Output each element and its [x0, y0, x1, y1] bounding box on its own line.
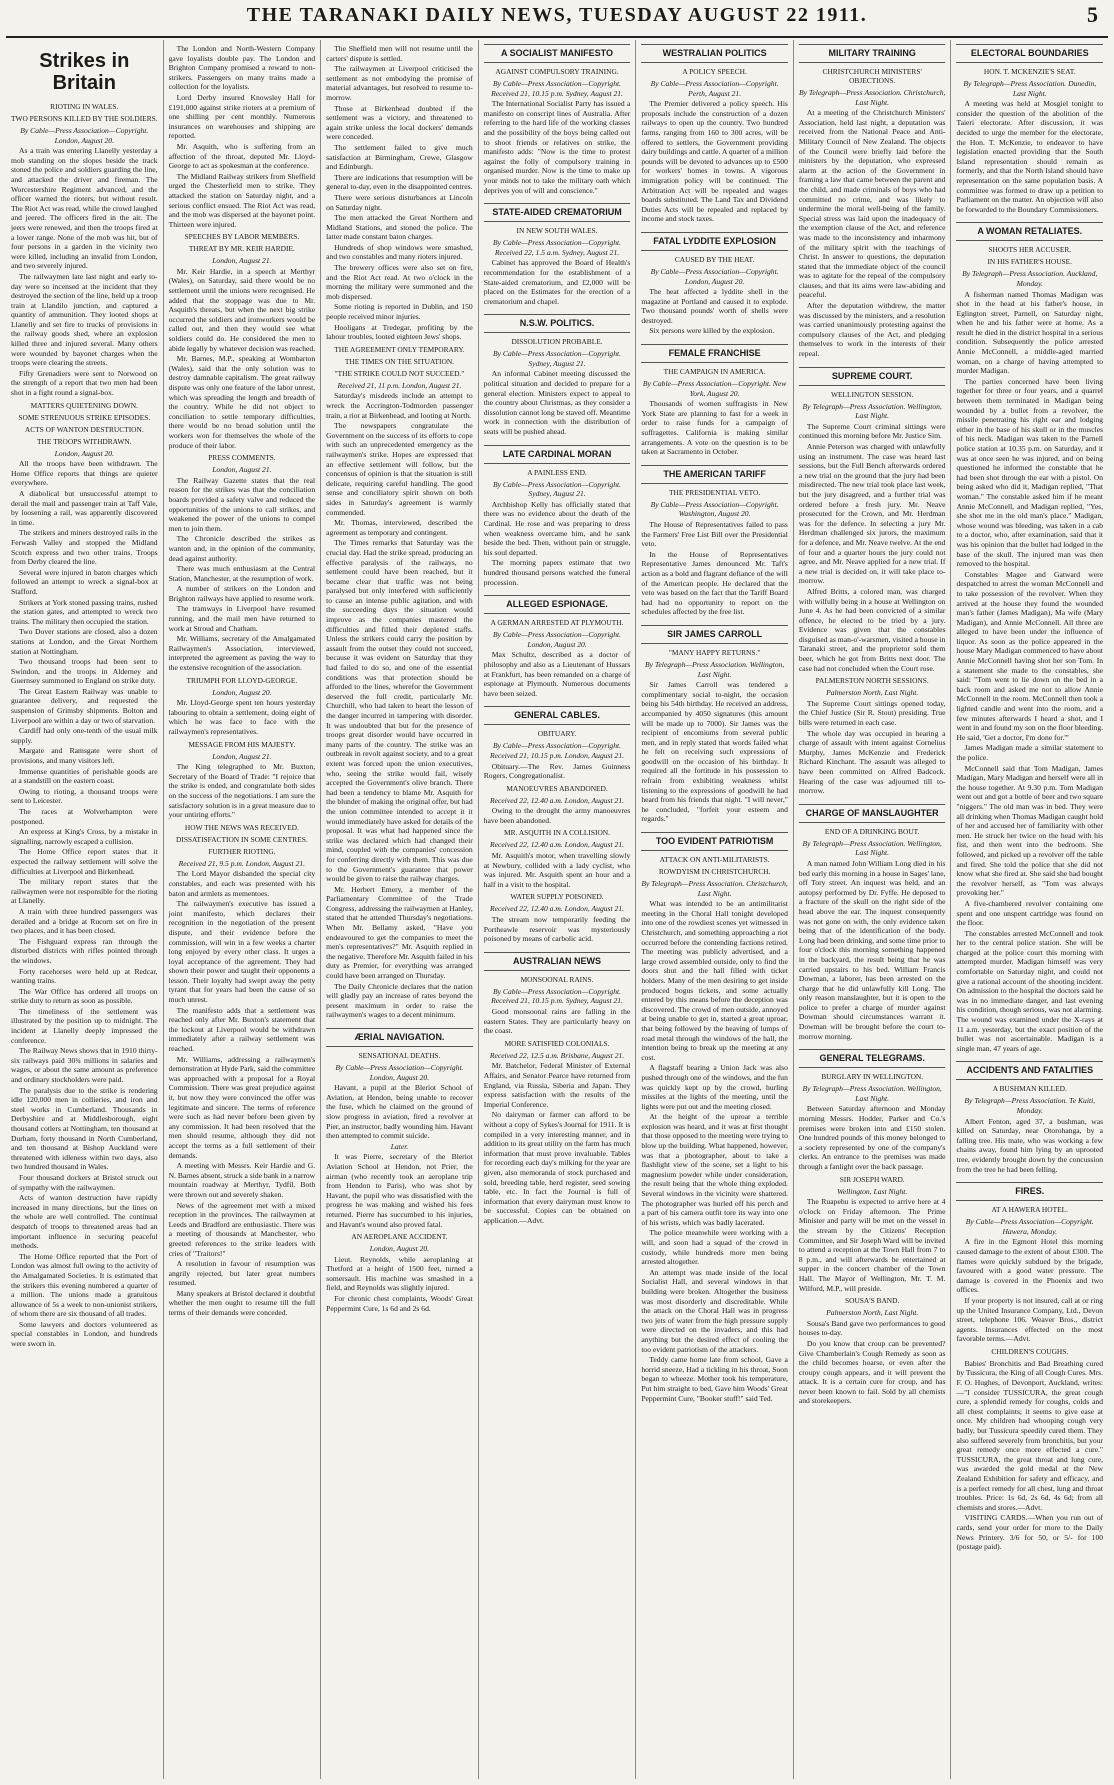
subheading: OBITUARY. [537, 729, 577, 739]
paragraph: VISITING CARDS.—When you run out of cards, send your order for more to the Daily News Printery. 3/6 for 50, or 5/- for 100 (postage paid). [956, 1513, 1104, 1552]
dateline: By Telegraph—Press Association. Te Kuiti, Monday. [964, 1096, 1096, 1115]
dateline: By Cable—Press Association—Copyright. Perth, August 21. [650, 79, 779, 98]
section-heading: CHARGE OF MANSLAUGHTER [799, 804, 946, 823]
paragraph: Fifty Grenadiers were sent to Norwood on the strength of a report that two men had been shot in a fight round a signal-box. [11, 368, 158, 398]
paragraph: Archbishop Kelly has officially stated that there was no evidence about the death of the Cardinal. He rose and was preparing to dress when weakness overcame him, and he sank beside the bed. Then, without pain or struggle, his soul departed. [483, 499, 631, 557]
section-heading: GENERAL TELEGRAMS. [799, 1049, 946, 1068]
column-6 [793, 40, 951, 1779]
paragraph: A fire in the Egmont Hotel this morning caused damage to the extent of about £300. The flames were quickly subdued by the brigade, favoured with a good water pressure. The damage is covered in the Phoenix and two offices. [956, 1237, 1104, 1295]
subheading: AN AEROPLANE ACCIDENT. [351, 1232, 448, 1242]
dateline: By Cable—Press Association—Copyright. London, August 20. [650, 266, 779, 286]
paragraph: Sousa's Band gave two performances to good houses to-day. [798, 1318, 946, 1338]
paragraph: No dairyman or farmer can afford to be without a copy of Sykes's Journal for 1911. It is compiled in a very interesting manner, and in addition to its great utility on the farm has much information that must prove invaluable. Tables for recording each day's milking for the year are given, also memoranda of stock purchased and sold, breeding table, herd register, seed sowing table, etc. In fact the Journal is full of information that every dairyman must know to be successful. Copies can be obtained on application.—Advt. [483, 1110, 631, 1225]
paragraph: The parties concerned have been living together for three or four years, and a quarrel between them terminated in Madigan being wounded by a bullet from a revolver, the missile penetrating his right ear and lodging either in the base of his skull or in the muscles of his neck. Madigan was taken to the Parnell police station at 10.35 p.m. on Saturday, and it was at once seen he was injured, and on being questioned he informed the constable that he had been shot through the ear with a pistol. On being asked who did it, Madigan replied, "That woman." The constable asked him if he meant Annie McConnell, and Madigan replied, "Yes, she shot me in the old man's place." Madigan, whose wound was bleeding, was taken in a cab to a doctor, who, after examination, said that it was his opinion that the bullet had lodged in the base of the skull. The injured man was then removed to the hospital. [956, 376, 1104, 569]
paragraph: The stream now temporarily feeding the Portheawle reservoir was mysteriously poisoned by means of carbolic acid. [483, 915, 631, 944]
dateline: By Cable—Press Association—Copyright. Sydney, August 21. [493, 349, 622, 368]
subheading: SOME STRENUOUS STRIKE EPISODES. [18, 412, 151, 422]
paragraph: Six persons were killed by the explosion. [649, 326, 775, 336]
dateline: By Cable—Press Association—Copyright. New York, August 20. [642, 379, 787, 398]
subheading: IN NEW SOUTH WALES. [516, 226, 598, 236]
main-headline: Strikes in Britain [39, 50, 130, 94]
paragraph: There are indications that resumption will be general to-day, even in the disappointed centres. [326, 172, 473, 192]
paragraph: The Great Eastern Railway was unable to guarantee delivery, and requested the suspension of Grimsby shipments. Bolton and Liverpool are within a day or two of starvation. [11, 686, 158, 725]
dateline: By Telegraph—Press Association. Christchurch, Last Night. [798, 88, 946, 107]
paragraph: The timeliness of the settlement was illustrated by the position up to midnight. The incident at Llanelly deeply impressed the conference. [11, 1006, 158, 1045]
paragraph: Havant, a pupil at the Bleriot School of Aviation, at Hendon, being unable to recover the fuse, which he claimed on the ground of slow progress in aviation, fired a revolver at Pier, an instructor, badly wounding him. Havant then attempted to commit suicide. [326, 1083, 473, 1141]
section-heading: N.S.W. POLITICS. [484, 314, 631, 333]
subheading: MR. ASQUITH IN A COLLISION. [504, 828, 610, 838]
paragraph: Four thousand dockers at Bristol struck out of sympathy with the railwaymen. [11, 1172, 158, 1192]
paragraph: James Madigan made a similar statement to the police. [956, 743, 1104, 762]
paragraph: It was Pierre, secretary of the Bleriot Aviation School at Hendon, not Prier, the airman (who recently took an aeroplane trip from Hendon to Paris), who was shot by Havant, the pupil who was dissatisfied with the progress he was making and wished his fees returned. Pierre has succumbed to his injuries, and Havant's wound also proved fatal. [326, 1152, 473, 1229]
paragraph: Cardiff had only one-tenth of the usual milk supply. [11, 726, 158, 745]
paragraph: The Home Office report states that it expected the railway settlement will solve the difficulties at Liverpool and Birkenhead. [11, 847, 158, 876]
subheading: FURTHER RIOTING. [208, 846, 276, 856]
paragraph: A diabolical but unsuccessful attempt to derail the mail and passenger train at Taff Vale, by loosening a rail, was apparently discovered in time. [11, 489, 158, 527]
paragraph: All the troops have been withdrawn. The Home Office reports that things are quieter everywhere. [11, 459, 158, 488]
subheading: DISSATISFACTION IN SOME CENTRES. [176, 834, 308, 844]
subheading: AGAINST COMPULSORY TRAINING. [495, 67, 619, 76]
dateline: London, August 21. [212, 751, 272, 761]
section-heading: AUSTRALIAN NEWS [484, 952, 631, 971]
dateline: By Cable—Press Association—Copyright. Hawera, Monday. [965, 1217, 1094, 1236]
dateline: Received 22, 12.5 a.m. Brisbane, August 21. [489, 1050, 625, 1060]
paragraph: Owing to rioting, a thousand troops were sent to Leicester. [11, 786, 158, 806]
paragraph: A man named John William Long died in his bed early this morning in a house in Sages' lane, off Tory street. An inquest was held, and an autopsy performed by Dr. Fyffe. He deposed to a fracture of the skull on the right side of the head above the ear. The inquest consequently was not gone on with, the only evidence taken being that of the identification of the body. Long had been drinking, and some time prior to four o'clock this morning something happened in the backyard, the result being that he was carried upstairs to his bed. William Francis Dowman, a laborer, has been arrested on the charge that he did unlawfully kill Long. The only reason manslaughter, but it is open to the police to prefer a charge of murder against Dowman should circumstances warrant it. Dowman will be brought before the court to-morrow morning. [798, 858, 946, 1041]
column-4 [478, 40, 636, 1779]
paragraph: The Midland Railway strikers from Sheffield urged the Chesterfield men to strike. They attacked the station on Saturday night, and a serious conflict ensued. The Riot Act was read, and the mob was dispersed at the bayonet point. Thirteen were injured. [168, 171, 316, 229]
dateline: London, August 20. [369, 1244, 430, 1254]
paragraph: The London and North-Western Company gave loyalists double pay. The London and Brighton Company promised a reward to non-strikers. Passengers on many trains made a collection for the loyalists. [168, 44, 316, 92]
paragraph: Sir James Carroll was tendered a complimentary social to-night, the occasion being his 54th birthday. He received an address, accompanied by 4050 signatures (this amount will be made up to 7000). Sir James was the recipient of encomiums from several public men, and in reply stated that words failed what he felt on receiving such expressions of goodwill on the occasion of his birthday. It required all the fortitude in his possession to refrain from exhibiting weakness whilst listening to the expressions of goodwill he had heard from his friends that night. "I will never," he concluded, "forfeit your esteem and regards." [641, 680, 788, 824]
paragraph: Acts of wanton destruction have rapidly increased in many directions, but the lines on the whole are well controlled. The continual despatch of troops to threatened areas had an important influence in securing peaceful methods. [11, 1193, 158, 1251]
paragraph: A meeting with Messrs. Keir Hardie and G. N. Barnes absent, struck a side bank in a narrow mountain roadway at Merthyr, Tydfil. Both were thrown out and severely shaken. [168, 1161, 316, 1199]
subheading: SIR JOSEPH WARD. [839, 1174, 905, 1184]
column-7 [950, 40, 1108, 1779]
dateline: By Telegraph—Press Association. Dunedin, Last Night. [963, 79, 1097, 98]
section-heading: FATAL LYDDITE EXPLOSION [641, 232, 788, 251]
paragraph: Many speakers at Bristol declared it doubtful whether the men ought to resume till the full terms of their demands were conceded. [168, 1288, 316, 1318]
dateline: Received 21, 9.5 p.m. London, August 21. [178, 858, 306, 868]
subheading: A POLICY SPEECH. [682, 67, 747, 76]
paragraph: Mr. Herbert Emery, a member of the Parliamentary Committee of the Trade Congress, addressing the railwaymen at Hanley, stated that he attended Thursday's negotiations. When Mr. Bellamy asked, "Have you endeavoured to get the companies to meet the men's representatives?" Mr. Asquith replied in the negative. Therefore Mr. Asquith failed in his duty as Premier, for everything was arranged could have been arranged on Thursday. [326, 884, 473, 981]
dateline: London, August 20. [54, 448, 114, 458]
paragraph: The International Socialist Party has issued a manifesto on conscript lines of Australia. After referring to the hard life of the working classes and the possibility of the boys being called out to shoot friends or relatives on strike, the manifesto adds: "Now is the time to protest against the folly of compulsory training in organised murder. Now is the time to make up your minds not to take the military oath which deprives you of will and conscience." [483, 99, 631, 195]
paragraph: Mr. Williams, addressing a railwaymen's demonstration at Hyde Park, said the committee was approached with a proposal for a Royal Commission. There was great prejudice against it, but now they were convinced the offer was legitimate and sincere. The terms of reference were such as had never before been given by any commission. It had been resolved that the men should resume, although they did not accept the terms as a full settlement of their demands. [168, 1054, 316, 1160]
subheading: MONSOONAL RAINS. [520, 974, 594, 984]
section-heading: SUPREME COURT. [799, 367, 946, 386]
paragraph: Mr. Williams, secretary of the Amalgamated Railwaymen's Association, interviewed, interpreted the agreement as paving the way to the extensive recognition of the association. [168, 634, 316, 673]
paragraph: The Sheffield men will not resume until the carters' dispute is settled. [326, 44, 473, 63]
subheading: ROWDYISM IN CHRISTCHURCH. [658, 867, 771, 877]
paragraph: There was much enthusiasm at the Central Station, Manchester, at the resumption of work. [168, 564, 316, 583]
paragraph: Annie Peterson was charged with unlawfully using an instrument. The case was heard last sessions, but the Full Bench afterwards ordered a new trial on the ground that the jury had been misdirected. The new trial took place last week, but the jury disagreed, and a further trial was ordered before a fresh jury. Mr. Neave prosecuted for the Crown, and Mr. Herdman was for the defence. In selecting a jury Mr. Herdman challenged six jurors, the maximum for a defence, and Mr. Neave twelve. At the end of four and a quarter hours the jury could not agree, and Mr. Neave applied for a new trial. If a new trial is decided on, it will take place to-morrow. [798, 442, 946, 586]
paragraph: An attempt was made inside of the local Socialist Hall, and several windows in that building were broken. Altogether the business was most disorderly and discreditable. While the attack on the Choral Hall was in progress two jets of water from the high pressure supply were directed on the invaders, and this had anything but the desired effect of cooling the too evident patriotism of the attackers. [641, 1267, 788, 1354]
subheading: SENSATIONAL DEATHS. [358, 1051, 441, 1060]
subheading: WELLINGTON SESSION. [830, 389, 914, 399]
paragraph: The brewery offices were also set on fire, and the Riot Act read. At two o'clock in the morning the military were summoned and the mob dispersed. [326, 263, 473, 301]
paragraph: Several were injured in baton charges which followed an attempt to wreck a signal-box at Stafford. [11, 567, 158, 596]
subheading: THE TROOPS WITHDRAWN. [36, 436, 132, 446]
paragraph: A resolution in favour of resumption was angrily rejected, but later great numbers resumed. [168, 1259, 316, 1288]
dateline: Later. [390, 1141, 409, 1151]
paragraph: The police meanwhile were working with a will, and soon had a squad of the crowd in custody, while hundreds more men being arrested altogether. [641, 1228, 788, 1267]
paragraph: The Supreme Court sittings opened today, the Chief Justice (Sir R. Stout) presiding. True bills were returned in each case. [798, 698, 946, 728]
paragraph: Owing to the drought the army manoeuvres have been abandoned. [483, 806, 631, 825]
section-heading: WESTRALIAN POLITICS [641, 44, 788, 63]
paragraph: Forty racehorses were held up at Redcar, wanting trains. [11, 966, 158, 986]
paragraph: Hooligans at Tredegar, profiting by the labour troubles, looted eighteen Jews' shops. [326, 322, 473, 342]
paragraph: Mr. Thomas, interviewed, described the agreement as temporary and contingent. [326, 518, 473, 537]
subheading: "MANY HAPPY RETURNS." [668, 647, 761, 657]
dateline: London, August 21. [212, 256, 272, 266]
paragraph: Mr. Asquith, who is suffering from an affection of the throat, deputed Mr. Lloyd-George to act as spokesman at the conference. [168, 141, 316, 171]
paragraph: The Ruapehu is expected to arrive here at 4 o'clock on Friday afternoon. The Prime Minister and party will be met on the vessel in the stream by the Citizens' Reception Committee, and Sir Joseph Ward will be invited to attend a reception at the Town Hall from 7 to 8 p.m., and will afterwards be entertained at supper in the concert chamber of the Town Hall. The Mayor of Wellington, Mr. T. M. Wilford, M.P., will preside. [798, 1197, 946, 1293]
paragraph: The settlement failed to give much satisfaction at Birmingham, Crewe, Glasgow and Edinburgh. [326, 142, 473, 172]
dateline: By Cable—Press Association—Copyright. Washington, August 20. [650, 499, 779, 519]
subheading: AT A HAWERA HOTEL. [991, 1205, 1068, 1215]
subheading: THE TIMES ON THE SITUATION. [344, 356, 455, 366]
dateline: Wellington, Last Night. [837, 1186, 908, 1196]
subheading: TRIUMPH FOR LLOYD-GEORGE. [186, 675, 298, 685]
paragraph: Margate and Ramsgate were short of provisions, and many visitors left. [11, 746, 158, 766]
dateline: By Cable—Press Association—Copyright. Received 21, 10.15 p.m. London, August 21. [490, 741, 625, 760]
paragraph: The King telegraphed to Mr. Buxton, Secretary of the Board of Trade: "I rejoice that the strike is ended, and congratulate both sides on the success of the negotiations. I am sure the satisfactory solution is in a great measure due to your untiring efforts." [168, 762, 316, 820]
dateline: London, August 20. [212, 687, 272, 697]
column-2 [163, 40, 321, 1779]
paragraph: The heat affected a lyddite shell in the magazine at Portland and caused it to explode. Two thousand pounds' worth of shells were destroyed. [641, 287, 788, 325]
section-heading: LATE CARDINAL MORAN [484, 445, 631, 464]
subheading: THREAT BY MR. KEIR HARDIE. [188, 244, 295, 254]
dateline: By Telegraph—Press Association. Auckland, Monday. [962, 269, 1098, 288]
paragraph: The military report states that the railwaymen were not responsible for the rioting at Llanelly. [11, 877, 158, 906]
paragraph: At the height of the uproar a terrible explosion was heard, and it was at first thought that those opposed to the meeting were trying to blow up the building. What happened, however, was that a photographer, about to take a flashlight view of the scene, set a light to his magnesium powder while under consideration, the result being that the whole thing exploded. Several windows in the vicinity were shattered. The photographer was hurled off his perch and a part of his camera outfit tore its way into one of his wrists, which was badly lacerated. [641, 1112, 788, 1227]
paragraph: Some lawyers and doctors volunteered as special constables in London, and hundreds were sworn in. [11, 1319, 158, 1349]
masthead [6, 0, 1108, 38]
paragraph: Do you know that croup can be prevented? Give Chamberlain's Cough Remedy as soon as the child becomes hoarse, or even after the croupy cough appears, and it will prevent the attack. It is a certain cure for croup, and has never been known to fail. Sold by all chemists and storekeepers. [798, 1338, 946, 1406]
paragraph: A fisherman named Thomas Madigan was shot in the head at his father's house, in Eglington street, Parnell, on Saturday night, when he and his father were at home. As a result he died in the district hospital in a serious condition. Subsequently the police arrested Annie McConnell, a middle-aged married woman, on a charge of having attempted to murder Madigan. [956, 289, 1104, 376]
paragraph: Good monsoonal rains are falling in the eastern States. They are particularly heavy on the coast. [483, 1007, 631, 1036]
paragraph: The House of Representatives failed to pass the Farmers' Free List Bill over the Presidential veto. [641, 520, 788, 549]
paragraph: A flagstaff bearing a Union Jack was also pushed through one of the windows, and the fun was quickly kept up by the crowd, hurling missiles at the lights of the meeting, until the lights were put out and the meeting closed. [641, 1063, 788, 1111]
paragraph: Lieut. Reynolds, while aeroplaning at Thetford at a height of 1500 feet, turned a somersault. His machine was smashed in a field, and Reynolds was slightly injured. [326, 1254, 473, 1293]
subheading: CHRISTCHURCH MINISTERS' OBJECTIONS. [822, 67, 922, 85]
section-heading: GENERAL CABLES. [484, 706, 631, 725]
subheading: DISSOLUTION PROBABLE. [511, 337, 603, 347]
section-heading: ELECTORAL BOUNDARIES [956, 44, 1103, 63]
column-3 [320, 40, 478, 1779]
paragraph: Some rioting is reported in Dublin, and 150 people received minor injuries. [326, 302, 473, 322]
paragraph: The Times remarks that Saturday was the crucial day. Had the strike spread, producing an effective paralysis of the railways, no settlement could have been reached, but it became clear that traffic was not being paralysed but only interfered with sufficiently to cause an intense public agitation, and with the succeeding days the situation would improve as the companies mastered the difficulties and filled their depleted staffs. Unless the strikers could carry the position by assault from the outset they could not succeed, because it was evident on Saturday that they had failed to do so, and one of the essential conditions was that protection should be afforded to the lines, wherefor the Government deserved the full credit, particularly Mr. Churchill, who had taken to heart the lesson of the danger incurred in tampering with disorder. It was undoubted that but for the presence of troops great disorder would have occurred in many parts of the country. The strike was an outbreak in revolt against society, and to a great extent was forced upon the union executives, who, seeing the strike would fail, wisely accepted the Government's olive branch. There had been a tendency to blame Mr. Asquith for the blunder of making the original offer, but had the union committee intended to accept it it would immediately have asked for details of the proposal. It was what had happened since the strike was declared which had changed their mind, coupled with the companies' concession for conferring directly with them. This was due to the Government's guarantee that power would be given to raise the railway charges. [326, 538, 473, 884]
paragraph: After the deputation withdrew, the matter was discussed by the ministers, and a resolution was carried unanimously protesting against the compulsory clauses of the Act, and pledging themselves to work in the interests of their repeal. [798, 301, 946, 359]
paragraph: As a train was entering Llanelly yesterday a mob standing on the slopes beside the track stoned the police and soldiers guarding the line, and attacked the driver and fireman. The Worcestershire Regiment advanced, and the officer warned the rioters, but without result. The Riot Act was read, while the crowd laughed and jeered. The officers fired in the air. The jeers were renewed, and then the troops fired at a lower range. None of the mob was hit, but of four persons in a garden in the vicinity two were killed, including an invalid from London, and two severely injured. [11, 146, 158, 271]
paragraph: If your property is not insured, call at or ring up the United Insurance Company, Ltd., Devon street, telephone 106. Weaver Bros., district agents. Insurances effected on the most favorable terms.—Advt. [956, 1295, 1104, 1344]
paragraph: The railwaymen late last night and early to-day were so incensed at the incident that they destroyed the section of the line, held up a troop train at Llandilo junction, and captured a quantity of ammunition. They looted shops at Llanelly and set fire to trucks of provisions in the railway goods shed, where an explosion killed three and injured several. Many others were wounded by bayonet charges when the troops were clearing the streets. [11, 271, 158, 368]
paragraph: A number of strikers on the London and Brighton railways have applied to resume work. [168, 584, 316, 603]
dateline: By Telegraph—Press Association. Wellington, Last Night. [802, 1084, 942, 1103]
paragraph: In the House of Representatives Representative James denounced Mr. Taft's action as a bold and flagrant defiance of the will of the American people. He declared that the veto was based on the fact that the Tariff Board had had no opportunity to report on the schedules affected by the free list. [641, 549, 788, 617]
paragraph: The manifesto adds that a settlement was reached only after Mr. Buxton's statement that the lockout at Liverpool would be withdrawn immediately after a railway settlement was reached. [168, 1005, 316, 1054]
dateline: By Cable—Press Association—Copyright. London, August 20. [335, 1063, 464, 1082]
subheading: SOUSA'S BAND. [845, 1296, 900, 1306]
subheading: CHILDREN'S COUGHS. [991, 1346, 1069, 1356]
paragraph: Between Saturday afternoon and Monday morning Messrs. Hodder, Parker and Co.'s premises were broken into and £150 stolen. One hundred pounds of this money belonged to a society represented by one of the company's clerks. An entrance to the premises was made through a fanlight over the back passage. [798, 1104, 946, 1171]
paragraph: Hundreds of shop windows were smashed, and two constables and many rioters injured. [326, 242, 473, 262]
paragraph: What was intended to be an antimilitarist meeting in the Choral Hall tonight developed into one of the rowdiest scenes yet witnessed in Christchurch, and something approaching a riot occurred before the contending factions retired. The meeting was publicly advertised, and a large crowd assembled outside, only to find the doors shut and the hall filled with ticket holders. Many of the men desiring to get inside produced bogus tickets, and some actually entered by this means before the deception was discovered. The crowd of men outside, annoyed at being unable to get in, started a great uproar, that being followed by the heaving of lumps of road metal through the windows of the hall, the intention being to break up the meeting at any cost. [641, 899, 788, 1062]
subheading: CAUSED BY THE HEAT. [674, 254, 755, 264]
paragraph: The Chronicle described the strikes as wanton and, in the opinion of the community, dead against authority. [168, 534, 316, 563]
paragraph: Two Dover stations are closed, also a dozen stations at London, and the Great Northern station at Nottingham. [11, 627, 158, 656]
subheading: MORE SATISFIED COLONIALS. [504, 1038, 610, 1048]
paragraph: Babies' Bronchitis and Bad Breathing cured by Tussicura, the King of all Cough Cures. Mrs. F. O. Hughes, of Devonport, Auckland, writes:—"I consider TUSSICURA, the great cough cure, a splendid remedy for coughs, colds and all chest complaints; it seems to give ease at once. My children had whooping cough very badly, but Tussicura speedily cured them. They also suffered severely from bronchitis, but your great remedy once more effected a cure." TUSSICURA, the great throat and lung cure, was awarded the gold medal at the New Zealand Exhibition for safety and efficacy, and is a perfect remedy for all chest, lung and throat troubles. Price: 1s 6d, 2s 6d, 4s 6d; from all chemists and stores.—Advt. [956, 1358, 1104, 1512]
subheading: SPEECHES BY LABOR MEMBERS. [184, 232, 300, 242]
subheading: TWO PERSONS KILLED BY THE SOLDIERS. [11, 114, 158, 123]
section-heading: SIR JAMES CARROLL [641, 625, 788, 644]
subheading: IN HIS FATHER'S HOUSE. [987, 257, 1073, 267]
dateline: By Cable—Press Association—Copyright. Received 21, 10.15 p.m. Sydney, August 21. [491, 986, 623, 1006]
paragraph: A train with three hundred passengers was derailed and a bridge at Rucorn set on fire in two places, and it has been closed. [11, 906, 158, 936]
dateline: By Cable—Press Association—Copyright. Received 22, 1.5 a.m. Sydney, August 21. [493, 238, 622, 257]
dateline: By Cable—Press Association—Copyright. London, August 20. [493, 630, 622, 649]
paragraph: Those at Birkenhead doubted if the settlement was a victory, and threatened to again strike unless the local dockers' demands were conceded. [326, 103, 473, 142]
subheading: MATTERS QUIETENING DOWN. [30, 400, 138, 410]
subheading: ACTS OF WANTON DESTRUCTION. [24, 424, 144, 434]
subheading: RIOTING IN WALES. [50, 102, 119, 111]
paragraph: News of the agreement met with a mixed reception in the provinces. The railwaymen at Leeds and Bradford are enthusiastic. There was a meeting of thousands at Manchester, who greeted references to the strike leaders with cries of "Traitors!" [168, 1200, 316, 1258]
paragraph: Albert Fenton, aged 37, a bushman, was killed on Saturday, near Otorohanga, by a falling tree. His mate, who was working a few chains away, found him lying by an uprooted tree, evidently brought down by the concussion from the tree he had been felling. [956, 1116, 1104, 1174]
paragraph: The Daily Chronicle declares that the nation will gladly pay an increase of rates beyond the present maximum in order to raise the railwaymen's wages to a decent minimum. [326, 981, 473, 1020]
dateline: By Cable—Press Association—Copyright. Received 21, 10.15 p.m. Sydney, August 21. [491, 79, 623, 98]
section-heading: A WOMAN RETALIATES. [956, 222, 1103, 241]
page-number: 5 [1087, 2, 1098, 27]
paragraph: Alfred Britts, a colored man, was charged with wilfully being in a house at Wellington on June 4. As he had been convicted of a similar offence, he elected to be tried by a jury. Evidence was given that the constables disguised as man-o'-warsmen, visited a house in Taranaki street, and the proprietor sold them beer, which he got from Britts next door. The case had not concluded when the Court rose. [798, 586, 946, 673]
section-heading: FEMALE FRANCHISE [641, 344, 788, 363]
section-heading: ACCIDENTS AND FATALITIES [956, 1061, 1103, 1080]
section-heading: THE AMERICAN TARIFF [641, 465, 788, 484]
subheading: A PAINLESS END. [527, 467, 587, 477]
paragraph: An informal Cabinet meeting discussed the political situation and decided to prepare for a general election. Ministers expect to appeal to the country about Christmas, as they consider a dissolution cannot long be staved off. Meantime work in connection with the distribution of seats will be pushed ahead. [483, 369, 631, 437]
section-heading: STATE-AIDED CREMATORIUM [484, 203, 631, 222]
paragraph: The railwaymen's executive has issued a joint manifesto, which declares their recognition in the negotiation of the present dispute, and their evidence before the commission, will win in a few weeks a charter long enjoyed by every other class. It urges a loyal acceptance of the agreement. They had shown their power and taught their opponents a lesson. Their loyalty had swept away the petty tyrant that for years had been the cause of so much unrest. [168, 899, 316, 1005]
paragraph: Mr. Keir Hardie, in a speech at Merthyr (Wales), on Saturday, said there would be no settlement until the unions were recognised. He added that the stoppage was due to Mr. Asquith's threats, but when the next big strike occurred the soldiers and ironworkers would be called out, and then they would see what soldiers could do. He considered the men to abide legally by whatever decision was reached. [168, 266, 316, 353]
paragraph: The tramways in Liverpool have resumed running, and the mail men have returned to work at Stroud and Chatham. [168, 604, 316, 633]
paragraph: The races at Wolverhampton were postponed. [11, 807, 158, 826]
dateline: Received 22, 12.40 a.m. London, August 21. [490, 795, 625, 805]
paragraph: The newspapers congratulate the Government on the success of its efforts to cope with such an unprecedented emergency as the railwaymen's strike. Hopes are expressed that an effective settlement will follow, but the concensus of opinion is that the situation is still delicate, requiring careful handling. The good sense and conciliatory spirit shown on both sides in Saturday's agreement is warmly commended. [326, 421, 473, 517]
dateline: Received 22, 12.40 a.m. London, August 21. [490, 904, 625, 914]
paragraph: Max Schultz, described as a doctor of philosophy and also as a Lieutenant of Hussars at Frankfurt, has been remanded on a charge of espionage at Plymouth. Numerous documents have been seized. [483, 650, 631, 698]
dateline: By Telegraph—Press Association. Christchurch, Last Night. [641, 879, 788, 898]
paragraph: The railwaymen at Liverpool criticised the settlement as not embodying the promise of material advantages, but resolved to resume to-morrow. [326, 64, 473, 102]
subheading: WATER SUPPLY POISONED. [510, 892, 604, 902]
paragraph: Strikers at York stoned passing trains, rushed the station gates, and attempted to wreck two trains. The military then occupied the station. [11, 597, 158, 626]
subheading: "THE STRIKE COULD NOT SUCCEED." [334, 368, 465, 378]
paragraph: The Home Office reported that the Port of London was almost full owing to the activity of the Amalgamated Societies. It is estimated that the strikers this evening numbered a quarter of a million. The unions made a gratuitous allowance of 5s a week to non-unionist strikers, of whom there are six thousand of all trades. [11, 1251, 158, 1319]
section-heading: ALLEGED ESPIONAGE. [484, 595, 631, 614]
paragraph: The Premier delivered a policy speech. His proposals include the construction of a dozen railways to open up the country. Two hundred farms, ranging from 160 to 300 acres, will be offered to settlers, the Government providing dairy buildings and cattle. A quarter of a million pounds will be devoted to advances up to £500 for workers' homes in towns. A vigorous immigration policy will be continued. The Arbitration Act will be repealed and wages boards substituted. The Land Tax and Dividend Duties Acts will be repealed and replaced by income and stock taxes. [641, 99, 788, 224]
paragraph: Teddy came home late from school, Gave a horrid sneeze, Had a tickling in his throat, Soon began to wheeze. Mother took his temperature, Put him straight to bed, Gave him Woods' Great Peppermint Cure, "Booker stuff!" said Ted. [641, 1355, 788, 1403]
paragraph: The whole day was occupied in hearing a charge of assault with intent against Cornelius Murphy, James McKenzie and Frederick Richard Kinchant. The assault was alleged to have been committed on Alfred Badcock. Hearing of the case was adjourned till to-morrow. [798, 728, 946, 796]
subheading: BURGLARY IN WELLINGTON. [821, 1072, 924, 1082]
dateline: Received 22, 12.40 a.m. London, August 21. [490, 840, 625, 850]
paragraph: There were serious disturbances at Lincoln on Saturday night. [326, 192, 473, 212]
dateline: By Telegraph—Press Association. Wellington, Last Night. [802, 838, 942, 858]
dateline: By Telegraph—Press Association. Wellington, Last Night. [802, 401, 942, 421]
subheading: PRESS COMMENTS. [208, 453, 276, 463]
dateline: By Cable—Press Association—Copyright. London, August 20. [20, 126, 149, 145]
subheading: THE PRESIDENTIAL VETO. [668, 487, 761, 497]
subheading: HOW THE NEWS WAS RECEIVED. [184, 822, 299, 832]
paragraph: The morning papers estimate that two hundred thousand persons watched the funeral procession. [483, 558, 631, 587]
paragraph: An express at King's Cross, by a mistake in signalling, narrowly escaped a collision. [11, 827, 158, 846]
paragraph: The Lord Mayor disbanded the special city constables, and each was presented with his baton and armlets as mementoes. [168, 869, 316, 898]
subheading: HON. T. MCKENZIE'S SEAT. [983, 67, 1076, 76]
paragraph: McConnell said that Tom Madigan, James Madigan, Mary Madigan and herself were all in the house together. At 9.30 p.m. Tom Madigan went out and got a bottle of beer and two square "niggers." The old man was in bed. They were all drinking when Thomas Madigan caught hold of her and accused her of familiarity with other men. He struck her twice on the head with his fist, and then went into the bedroom. She followed, and picked up a revolver off the table and fired. She told the police that she did not know what she fired at. She said she had bought the revolver herself, as "Tom was always provoking her." [956, 763, 1104, 898]
subheading: A GERMAN ARRESTED AT PLYMOUTH. [490, 618, 624, 628]
paragraph: At a meeting of the Christchurch Ministers' Association, held last night, a deputation was received from the National Peace and Anti-Military Council of New Zealand. The objects of the Council were briefly laid before the ministers by the deputation, who expressed alarm at the action of the Government in framing a law that came between the parent and the child, and made criminals of boys who had committed no crime, and was likely to undermine the moral well-being of the family. Special stress was laid upon the inadequacy of the exemption clause of the Act, and reference was made to the inconsistency and inharmony of the military spirit with the teachings of Christ. In answer to questions, the deputation stated that the immediate object of the council was to agitate for the repeal of the compulsory clauses, and that its aims were law-abiding and peaceful. [798, 108, 946, 300]
subheading: MANOEUVRES ABANDONED. [506, 783, 608, 793]
column-1 [6, 40, 163, 1779]
paragraph: Immense quantities of perishable goods are at a standstill on the eastern coast. [11, 766, 158, 786]
subheading: THE CAMPAIGN IN AMERICA. [663, 367, 766, 377]
paragraph: The strikers and miners destroyed rails in the Ferwash Valley and stopped the Midland Scotch express and two other trains. Troops from Derby cleared the line. [11, 528, 158, 567]
paragraph: The Fishguard express ran through the disturbed districts with rifles pointed through the windows. [11, 936, 158, 965]
paragraph: Thousands of women suffragists in New York State are planning to fast for a week in order to raise funds for a campaign of suffragettes. California is making similar arrangements. A vote on the question is to be taken at Sacramento in October. [641, 399, 788, 457]
section-heading: ÆRIAL NAVIGATION. [326, 1028, 473, 1047]
subheading: THE AGREEMENT ONLY TEMPORARY. [334, 344, 465, 354]
paragraph: For chronic chest complaints, Woods' Great Peppermint Cure, 1s 6d and 2s 6d. [326, 1294, 473, 1313]
paragraph: Mr. Barnes, M.P., speaking at Wombarton (Wales), said that the only solution was to destroy damnable capitalism. The great railway dispute was only one feature of the labor unrest, which was spreading the length and breadth of the country. While he did not object to conciliation to settle temporary difficulties, there would be no broad solution until the workers won for themselves the whole of the produce of their labor. [168, 354, 316, 450]
section-heading: FIRES. [956, 1182, 1103, 1201]
paragraph: The paralysis due to the strike is rendering idle 120,000 men in collieries, and iron and steel works in Cumberland. Thousands in Derbyshire and at Middlesborough, eight thousand cotlers at Nottingham, ten thousand at Durham, forty thousand in North Cumberland, and ten thousand at Bishop Auckland were threatened with idleness within two days, also two hundred thousand in Wales. [11, 1085, 158, 1172]
paragraph: Cabinet has approved the Board of Health's recommendation for the establishment of a State-aided crematorium, and £2,000 will be placed on the Estimates for the erection of a crematorium and chapel. [483, 258, 631, 306]
paragraph: A five-chambered revolver containing one spent and one unspent cartridge was found on the floor. [956, 898, 1104, 928]
subheading: SHOOTS HER ACCUSER. [988, 245, 1072, 255]
dateline: By Telegraph—Press Association. Wellington, Last Night. [644, 659, 785, 679]
dateline: Palmerston North, Last Night. [826, 688, 919, 698]
paragraph: The Supreme Court criminal sittings were continued this morning before Mr. Justice Sim. [798, 421, 946, 441]
paragraph: Constables Magee and Gatward were despatched to arrest the woman McConnell and to take possession of the revolver. When they arrived at the house they found the wounded man's father (James Madigan), Ma wife (Mary Madigan), and Annie McConnell. All three are alleged to have been under the influence of liquor. As soon as the police appeared in the house Mary Madigan commenced to have about Annie McConnell having shot her son Tom. In a statement she made to the constables, she said: "Tom went to lie down on the bed in a back room and asked me not to allow Annie McConnell in the room. McConnell then took a lighted candle and went into the room, and a few minutes afterwards I heard a shot, and I went in and found my son on the floor bleeding. He said, 'Get a doctor, I'm done for.'" [956, 569, 1104, 742]
subheading: MESSAGE FROM HIS MAJESTY. [188, 739, 296, 749]
section-heading: MILITARY TRAINING [799, 44, 946, 63]
paragraph: The Railway Gazette states that the real reason for the strikes was that the conciliation boards provided a safety valve and reduced the opportunities of the unions to call strikes, and weakened the power of the unions to compel men to join them. [168, 475, 316, 533]
subheading: END OF A DRINKING BOUT. [824, 826, 920, 836]
subheading: PALMERSTON NORTH SESSIONS. [815, 676, 929, 686]
column-5 [635, 40, 793, 1779]
section-heading: TOO EVIDENT PATRIOTISM [641, 832, 788, 851]
dateline: By Cable—Press Association—Copyright. Sydney, August 21. [493, 479, 622, 499]
dateline: Palmerston North, Last Night. [826, 1308, 919, 1318]
paragraph: Lord Derby insured Knowsley Hall for £191,000 against strike rioters at a premium of one shilling per cent monthly. Numerous insurances on warehouses and shipping are reported. [168, 92, 316, 141]
paragraph: The men attacked the Great Northern and Midland Stations, and stoned the police. The latter made constant baton charges. [326, 213, 473, 242]
paragraph: Mr. Batchelor, Federal Minister of External Affairs, and Senator Pearce have returned from England, via Russia, Siberia and Japan. They express satisfaction with the results of the Imperial Conference. [483, 1061, 631, 1109]
dateline: Received 21, 11 p.m. London, August 21. [337, 380, 462, 390]
paragraph: The constables arrested McConnell and took her to the central police station. She will be charged at the police court this morning with attempted murder. Madigan himself was very comfortable on Saturday night, and could not give a rational account of the shooting incident. On admission to the hospital the doctors said he was in no immediate danger, and last evening his condition, though serious, was not alarming. The wound was examined under the X-rays at 11 a.m. yesterday, but the exact position of the bullet was not ascertainable. Madigan is a single man, 47 years of age. [956, 928, 1104, 1053]
paragraph: Mr. Asquith's motor, when travelling slowly at Newbury, collided with a lady cyclist, who was injured. Mr. Asquith spent an hour and a half in a visit to the hospital. [483, 851, 631, 889]
section-heading: A SOCIALIST MANIFESTO [484, 44, 631, 63]
subheading: ATTACK ON ANTI-MILITARISTS. [659, 855, 770, 865]
paragraph: Obituary.—The Rev. James Guinness Rogers, Congregationalist. [483, 761, 631, 781]
paragraph: The Railway News shows that in 1910 thirty-six railways paid 30¾ millions in salaries and wages, or about the same amount as preference and ordinary stockholders were paid. [11, 1046, 158, 1085]
paragraph: Two thousand troops had been sent to Swindon, and the troops in Alderney and Guernsey summoned to England on strike duty. [11, 657, 158, 686]
newspaper-title: THE TARANAKI DAILY NEWS, TUESDAY AUGUST 22 1911. [246, 4, 868, 26]
paragraph: A meeting was held at Mosgiel tonight to consider the question of the abolition of the Taieri electorate. After discussion, it was decided to urge the member for the electorate, the Hon. T. McKenzie, to endeavor to have legislation enacted providing that the South Island representation should remain as formerly, and that the North Island should have representation on the same population basis. A committee was formed to draw up a petition to Parliament on the matter. An objection will also be forwarded to the Boundary Commissioners. [956, 99, 1104, 214]
subheading: A BUSHMAN KILLED. [992, 1084, 1067, 1094]
article-columns [6, 40, 1108, 1779]
paragraph: The War Office has ordered all troops on strike duty to return as soon as possible. [11, 986, 158, 1006]
paragraph: Saturday's misdeeds include an attempt to wreck the Accrington-Todmorden passenger train, a riot at Birkenhead, and looting at North. [326, 391, 473, 420]
paragraph: Mr. Lloyd-George spent ten hours yesterday labouring to obtain a settlement, doing eight of which he was face to face with the railwaymen's representatives. [168, 698, 316, 736]
dateline: London, August 21. [212, 465, 272, 475]
